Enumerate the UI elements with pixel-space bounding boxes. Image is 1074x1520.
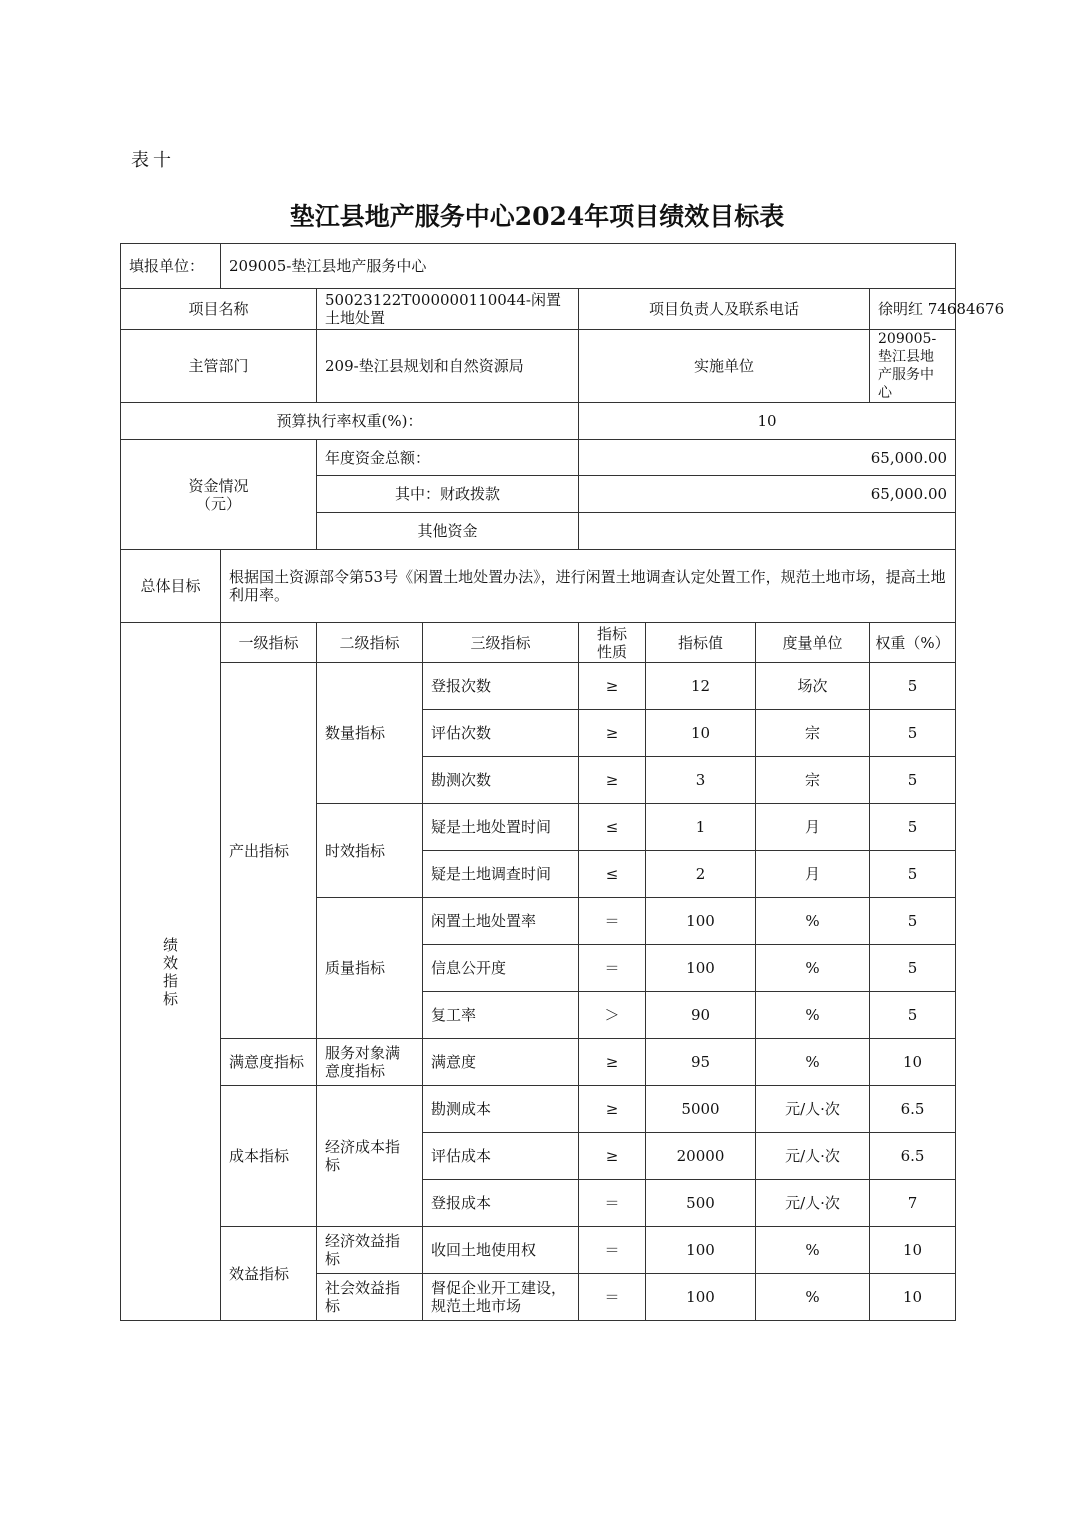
indicator-name: 评估成本 [423, 1133, 579, 1180]
indicator-weight: 6.5 [870, 1086, 956, 1133]
implementing-unit-value: 209005-垫江县地产服务中心 [870, 330, 956, 403]
indicator-weight: 5 [870, 710, 956, 757]
indicator-value: 90 [646, 992, 756, 1039]
indicator-name: 登报次数 [423, 663, 579, 710]
header-unit: 度量单位 [756, 623, 870, 663]
indicator-op: ≥ [579, 1133, 646, 1180]
level2-economic-cost: 经济成本指标 [317, 1086, 423, 1227]
indicator-name: 信息公开度 [423, 945, 579, 992]
level1-output: 产出指标 [221, 663, 317, 1039]
indicator-op: ≥ [579, 663, 646, 710]
budget-weight-label: 预算执行率权重(%)： [121, 403, 579, 440]
fiscal-funds-label: 其中：财政拨款 [317, 476, 579, 513]
indicator-value: 100 [646, 945, 756, 992]
project-leader-label: 项目负责人及联系电话 [579, 289, 870, 330]
level2-social-benefit: 社会效益指标 [317, 1274, 423, 1321]
indicator-weight: 5 [870, 992, 956, 1039]
indicator-op: ≥ [579, 710, 646, 757]
department-label: 主管部门 [121, 330, 317, 403]
indicator-name: 复工率 [423, 992, 579, 1039]
indicator-weight: 6.5 [870, 1133, 956, 1180]
indicator-weight: 10 [870, 1227, 956, 1274]
indicator-weight: 5 [870, 663, 956, 710]
budget-weight-value: 10 [579, 403, 956, 440]
overall-goal-text: 根据国土资源部令第53号《闲置土地处置办法》，进行闲置土地调查认定处置工作，规范土地市场，提高土地利用率。 [221, 550, 956, 623]
indicator-name: 登报成本 [423, 1180, 579, 1227]
indicator-unit: 元/人·次 [756, 1133, 870, 1180]
indicator-unit: 月 [756, 851, 870, 898]
indicator-weight: 5 [870, 945, 956, 992]
indicator-name: 勘测次数 [423, 757, 579, 804]
indicator-value: 20000 [646, 1133, 756, 1180]
indicator-op: ≤ [579, 804, 646, 851]
indicator-value: 3 [646, 757, 756, 804]
funds-label-cell [121, 440, 317, 550]
indicator-value: 100 [646, 1227, 756, 1274]
indicator-unit: 场次 [756, 663, 870, 710]
indicator-unit: 宗 [756, 710, 870, 757]
project-name-label: 项目名称 [121, 289, 317, 330]
indicator-name: 收回土地使用权 [423, 1227, 579, 1274]
header-nature: 指标性质 [579, 623, 646, 663]
level1-benefit: 效益指标 [221, 1227, 317, 1321]
header-value: 指标值 [646, 623, 756, 663]
header-level1: 一级指标 [221, 623, 317, 663]
level1-satisfaction: 满意度指标 [221, 1039, 317, 1086]
label-char: 效 [162, 953, 178, 972]
indicator-op: ＝ [579, 1180, 646, 1227]
performance-goal-table [120, 243, 1005, 1321]
department-value: 209-垫江县规划和自然资源局 [317, 330, 579, 403]
indicator-value: 12 [646, 663, 756, 710]
project-leader-value: 徐明红 74684676 [870, 289, 956, 330]
indicator-weight: 10 [870, 1274, 956, 1321]
indicator-op: ＝ [579, 1227, 646, 1274]
indicator-value: 500 [646, 1180, 756, 1227]
label-char: 标 [162, 989, 178, 1008]
level1-cost: 成本指标 [221, 1086, 317, 1227]
indicator-name: 满意度 [423, 1039, 579, 1086]
indicator-op: ＞ [579, 992, 646, 1039]
indicator-op: ≤ [579, 851, 646, 898]
indicator-value: 2 [646, 851, 756, 898]
indicator-unit: 宗 [756, 757, 870, 804]
level2-service-satisfaction: 服务对象满意度指标 [317, 1039, 423, 1086]
performance-indicators-label [121, 623, 221, 1321]
indicator-name: 疑是土地处置时间 [423, 804, 579, 851]
indicator-op: ＝ [579, 945, 646, 992]
level2-quality: 质量指标 [317, 898, 423, 1039]
indicator-weight: 5 [870, 851, 956, 898]
indicator-name: 勘测成本 [423, 1086, 579, 1133]
level2-quantity: 数量指标 [317, 663, 423, 804]
filling-unit-label: 填报单位： [121, 244, 221, 289]
annual-funds-value: 65,000.00 [579, 440, 956, 476]
filling-unit-value: 209005-垫江县地产服务中心 [221, 244, 956, 289]
indicator-value: 100 [646, 898, 756, 945]
indicator-name: 闲置土地处置率 [423, 898, 579, 945]
indicator-op: ≥ [579, 1039, 646, 1086]
header-level3: 三级指标 [423, 623, 579, 663]
label-char: 指 [162, 971, 178, 990]
header-weight: 权重（%） [870, 623, 956, 663]
implementing-unit-label: 实施单位 [579, 330, 870, 403]
indicator-value: 95 [646, 1039, 756, 1086]
indicator-name: 评估次数 [423, 710, 579, 757]
other-funds-label: 其他资金 [317, 513, 579, 550]
indicator-op: ≥ [579, 757, 646, 804]
project-name-value: 50023122T000000110044-闲置土地处置 [317, 289, 579, 330]
indicator-unit: % [756, 992, 870, 1039]
table-label: 表十 [131, 150, 175, 171]
indicator-value: 5000 [646, 1086, 756, 1133]
level2-economic-benefit: 经济效益指标 [317, 1227, 423, 1274]
indicator-op: ＝ [579, 898, 646, 945]
overall-goal-label: 总体目标 [121, 550, 221, 623]
indicator-op: ＝ [579, 1274, 646, 1321]
label-char: 绩 [162, 935, 178, 954]
indicator-weight: 7 [870, 1180, 956, 1227]
funds-unit: （元） [195, 494, 241, 513]
annual-funds-label: 年度资金总额： [317, 440, 579, 476]
indicator-value: 100 [646, 1274, 756, 1321]
indicator-unit: % [756, 1039, 870, 1086]
indicator-weight: 10 [870, 1039, 956, 1086]
indicator-unit: 月 [756, 804, 870, 851]
indicator-unit: % [756, 1274, 870, 1321]
other-funds-value [579, 513, 956, 550]
indicator-weight: 5 [870, 804, 956, 851]
indicator-value: 10 [646, 710, 756, 757]
indicator-unit: % [756, 898, 870, 945]
indicator-weight: 5 [870, 757, 956, 804]
indicator-name: 疑是土地调查时间 [423, 851, 579, 898]
indicator-value: 1 [646, 804, 756, 851]
indicator-unit: % [756, 945, 870, 992]
indicator-name: 督促企业开工建设，规范土地市场 [423, 1274, 579, 1321]
fiscal-funds-value: 65,000.00 [579, 476, 956, 513]
level2-timeliness: 时效指标 [317, 804, 423, 898]
page-title: 垫江县地产服务中心2024年项目绩效目标表 [289, 202, 785, 231]
indicator-op: ≥ [579, 1086, 646, 1133]
indicator-unit: 元/人·次 [756, 1180, 870, 1227]
funds-label: 资金情况 [188, 476, 249, 495]
indicator-unit: % [756, 1227, 870, 1274]
header-level2: 二级指标 [317, 623, 423, 663]
indicator-weight: 5 [870, 898, 956, 945]
indicator-unit: 元/人·次 [756, 1086, 870, 1133]
